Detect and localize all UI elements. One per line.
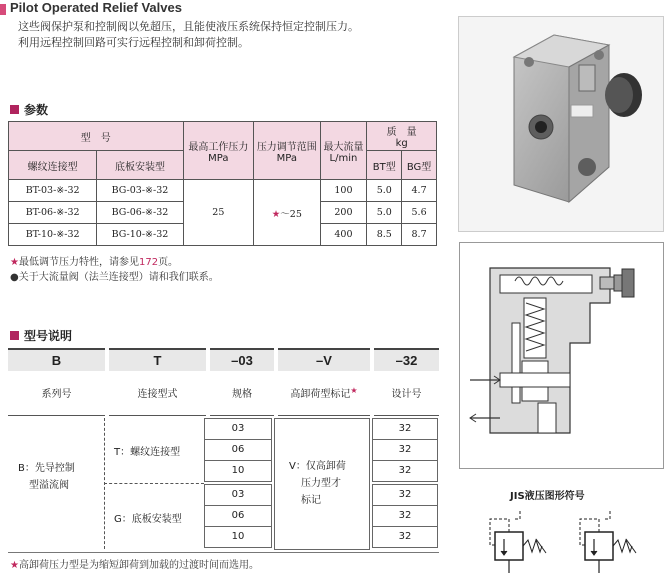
label-size: 规格 [208, 371, 276, 415]
label-connection: 连接型式 [107, 371, 208, 415]
label-design: 设计号 [372, 371, 439, 415]
list-item: 32 [372, 461, 438, 482]
valve-photo-illustration [459, 17, 663, 231]
conn-subplate: G：底板安装型 [114, 514, 182, 525]
size-list [204, 418, 272, 548]
header-adjust-range: 压力调节范围 MPa [254, 122, 321, 180]
connection-divider [104, 483, 204, 485]
cell-bt: 5.0 [367, 180, 402, 202]
page-title: Pilot Operated Relief Valves [10, 0, 182, 15]
table-row [9, 180, 437, 202]
list-item: 32 [372, 418, 438, 440]
cell-threaded: BT-03-※-32 [9, 180, 97, 202]
list-item: 32 [372, 506, 438, 527]
list-item: 06 [204, 506, 272, 527]
cross-section-diagram [459, 242, 664, 469]
list-item: 03 [204, 484, 272, 506]
cell-bg: 5.6 [402, 202, 437, 224]
note-large-flow: ●关于大流量阀（法兰连接型）请和我们联系。 [10, 272, 219, 283]
list-item: 32 [372, 484, 438, 506]
header-subplate: 底板安装型 [97, 151, 183, 180]
cell-bg: 4.7 [402, 180, 437, 202]
section-square-icon [10, 331, 19, 340]
high-unload-box: V：仅高卸荷 压力型才 标记 [274, 418, 370, 550]
params-table [8, 121, 437, 246]
cell-subplate: BG-10-※-32 [97, 224, 183, 246]
code-series: B [8, 349, 107, 371]
cell-threaded: BT-06-※-32 [9, 202, 97, 224]
cell-flow: 100 [320, 180, 367, 202]
valve-section-illustration [460, 243, 663, 468]
params-heading: 参数 [10, 101, 48, 118]
list-item: 10 [204, 527, 272, 548]
header-threaded: 螺纹连接型 [9, 151, 97, 180]
header-max-pressure: 最高工作压力 MPa [183, 122, 253, 180]
header-bg: BG型 [402, 151, 437, 180]
header-max-flow: 最大流量 L/min [320, 122, 367, 180]
footnote-divider [8, 552, 439, 553]
list-item: 32 [372, 440, 438, 461]
jis-symbol-bt [490, 511, 546, 573]
title-accent-bar [0, 4, 6, 15]
list-item: 06 [204, 440, 272, 461]
model-code-table [8, 348, 439, 416]
list-item: 32 [372, 527, 438, 548]
cell-threaded: BT-10-※-32 [9, 224, 97, 246]
cell-subplate: BG-06-※-32 [97, 202, 183, 224]
cell-bt: 5.0 [367, 202, 402, 224]
list-item: 10 [204, 461, 272, 482]
section-square-icon [10, 105, 19, 114]
header-bt: BT型 [367, 151, 402, 180]
design-list [372, 418, 438, 548]
cell-bg: 8.7 [402, 224, 437, 246]
intro-line-1: 这些阀保护泵和控制阀以免超压，且能使液压系统保持恒定控制压力。 [18, 20, 359, 33]
header-mass: 质 量 kg [367, 122, 437, 151]
cell-range: ★～25 [254, 180, 321, 246]
series-desc: B：先导控制 型溢流阀 [18, 463, 75, 491]
jis-symbols [470, 507, 665, 575]
cell-pressure: 25 [183, 180, 253, 246]
header-model: 型 号 [9, 122, 184, 151]
jis-caption: JIS液压图形符号 [510, 491, 585, 502]
code-size: –03 [208, 349, 276, 371]
footnote: ★高卸荷压力型是为缩短卸荷到加载的过渡时间而选用。 [10, 560, 259, 571]
cell-flow: 400 [320, 224, 367, 246]
cell-flow: 200 [320, 202, 367, 224]
label-series: 系列号 [8, 371, 107, 415]
conn-threaded: T：螺纹连接型 [114, 447, 181, 458]
code-high-unload: –V [276, 349, 372, 371]
note-min-pressure: ★最低调节压力特性，请参见172页。 [10, 257, 179, 268]
model-desc-heading: 型号说明 [10, 327, 72, 344]
intro-line-2: 利用远程控制回路可实行远程控制和卸荷控制。 [18, 36, 249, 49]
product-photo [458, 16, 664, 232]
label-high-unload: 高卸荷型标记★ [276, 371, 372, 415]
jis-symbol-bg [580, 511, 636, 573]
cell-bt: 8.5 [367, 224, 402, 246]
code-design: –32 [372, 349, 439, 371]
cell-subplate: BG-03-※-32 [97, 180, 183, 202]
list-item: 03 [204, 418, 272, 440]
code-connection: T [107, 349, 208, 371]
